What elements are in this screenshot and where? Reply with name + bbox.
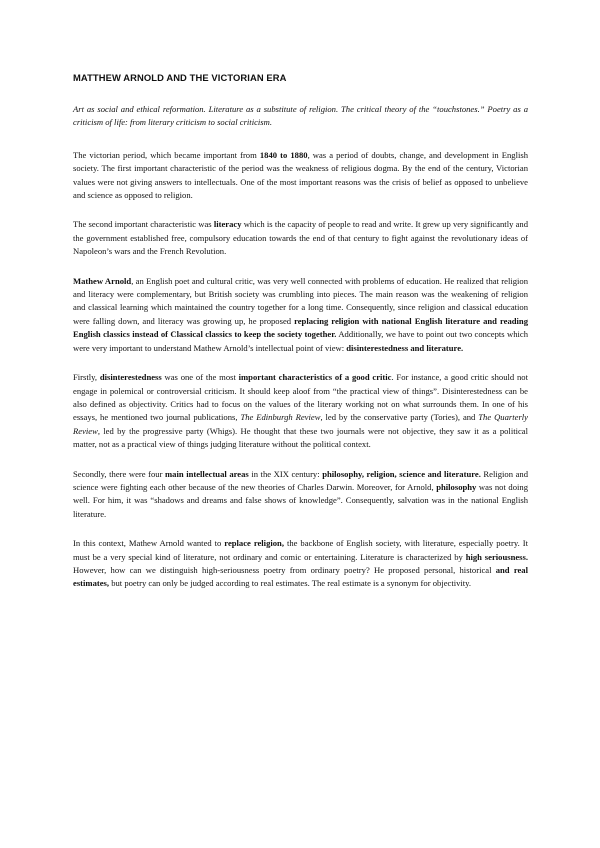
- bold-emphasis: philosophy, religion, science and literature.: [322, 468, 481, 479]
- paragraph-replace-religion: [73, 537, 528, 591]
- text-run: , was a period of doubts, change, and development in English society. The first important characteristic of the period was the weakness of religious dogma. By the end of the century, Victorian values were not giving answers to intellectuals. One of the most important reasons was the crisis of belief as opposed to unbelieve and science as opposed to religion.: [73, 149, 529, 201]
- intro-summary: Art as social and ethical reformation. Literature as a substitute of religion. The critical theory of the “touchstones.” Poetry as a criticism of life: from literary criticism to social criticism.: [73, 104, 528, 128]
- paragraph-intellectual-areas: [73, 468, 528, 522]
- italic-title: The Quarterly Review: [73, 412, 528, 436]
- text-run: which is the capacity of people to read and write. It grew up very significantly and the government established free, compulsory education towards the end of that century to fight against the revolutionary ideas of Napoleon’s wars and the French Revolution.: [73, 219, 528, 257]
- bold-emphasis: replace religion,: [224, 538, 284, 549]
- paragraph-victorian-period: [73, 149, 528, 203]
- text-run: in the XIX century:: [248, 468, 323, 479]
- bold-emphasis: important characteristics of a good critic: [238, 372, 392, 383]
- document-page: [73, 72, 528, 607]
- text-run: The victorian period, which became important from: [73, 149, 260, 160]
- text-run: but poetry can only be judged according to real estimates. The real estimate is a synonym for objectivity.: [109, 578, 472, 589]
- text-run: Additionally, we have to point out two concepts which were very important to understand Mathew Arnold’s intellectual point of view:: [73, 329, 528, 353]
- bold-emphasis: philosophy: [436, 481, 477, 492]
- paragraph-mathew-arnold: [73, 275, 528, 355]
- bold-emphasis: disinterestedness and literature.: [346, 342, 464, 353]
- text-run: was one of the most: [161, 372, 239, 383]
- bold-emphasis: literacy: [213, 219, 242, 230]
- text-run: , led by the conservative party (Tories), and: [320, 412, 479, 423]
- bold-emphasis: and real estimates,: [73, 564, 528, 589]
- text-run: Firstly,: [73, 372, 100, 383]
- text-run: , an English poet and cultural critic, was very well connected with problems of education. He realized that religion and literacy were complementary, but British society was crumbling into pieces. The main reason was the weakening of religion and classical learning which maintained the country together for a long time. Consequently, since religion and classical education were falling down, and literacy was growing up, he proposed: [73, 275, 528, 326]
- text-run: the backbone of English society, with literature, especially poetry. It must be a very special kind of literature, not ordinary and comic or entertaining. Literature is characterized by: [73, 538, 528, 562]
- bold-emphasis: disinterestedness: [99, 372, 162, 383]
- text-run: . For instance, a good critic should not engage in polemical or controversial criticism. It should keep aloof from “the practical view of things”. Disinterestedness can be also defined as objectivity. Critics had to focus on the values of the literary working not on what surrounds them. In one of his essays, he mentioned two journal publications,: [73, 372, 528, 423]
- text-run: was not doing well. For him, it was “shadows and dreams and false shows of knowledge”. Consequently, salvation was in the national English literature.: [73, 481, 529, 519]
- italic-title: The Edinburgh Review: [240, 412, 321, 423]
- text-run: However, how can we distinguish high-seriousness poetry from ordinary poetry? He proposed personal, historical: [73, 564, 496, 575]
- bold-emphasis: high seriousness.: [465, 551, 529, 562]
- bold-emphasis: replacing religion with national English literature and reading English classics instead of Classical classics to keep the society together.: [73, 315, 528, 340]
- text-run: Religion and science were fighting each other because of the new theories of Charles Darwin. Moreover, for Arnold,: [73, 468, 528, 492]
- bold-emphasis: main intellectual areas: [165, 468, 249, 479]
- bold-emphasis: 1840 to 1880: [259, 149, 308, 160]
- text-run: Secondly, there were four: [73, 468, 166, 479]
- paragraph-literacy: [73, 218, 528, 258]
- document-title: MATTHEW ARNOLD AND THE VICTORIAN ERA: [73, 72, 287, 83]
- bold-emphasis: Mathew Arnold: [73, 275, 132, 286]
- paragraph-disinterestedness: [73, 371, 528, 451]
- text-run: , led by the progressive party (Whigs). He thought that these two journals were not objective, they saw it as a political matter, not as a practical view of things judging literature without the political context.: [73, 425, 528, 450]
- text-run: The second important characteristic was: [73, 219, 214, 230]
- text-run: In this context, Mathew Arnold wanted to: [73, 538, 225, 549]
